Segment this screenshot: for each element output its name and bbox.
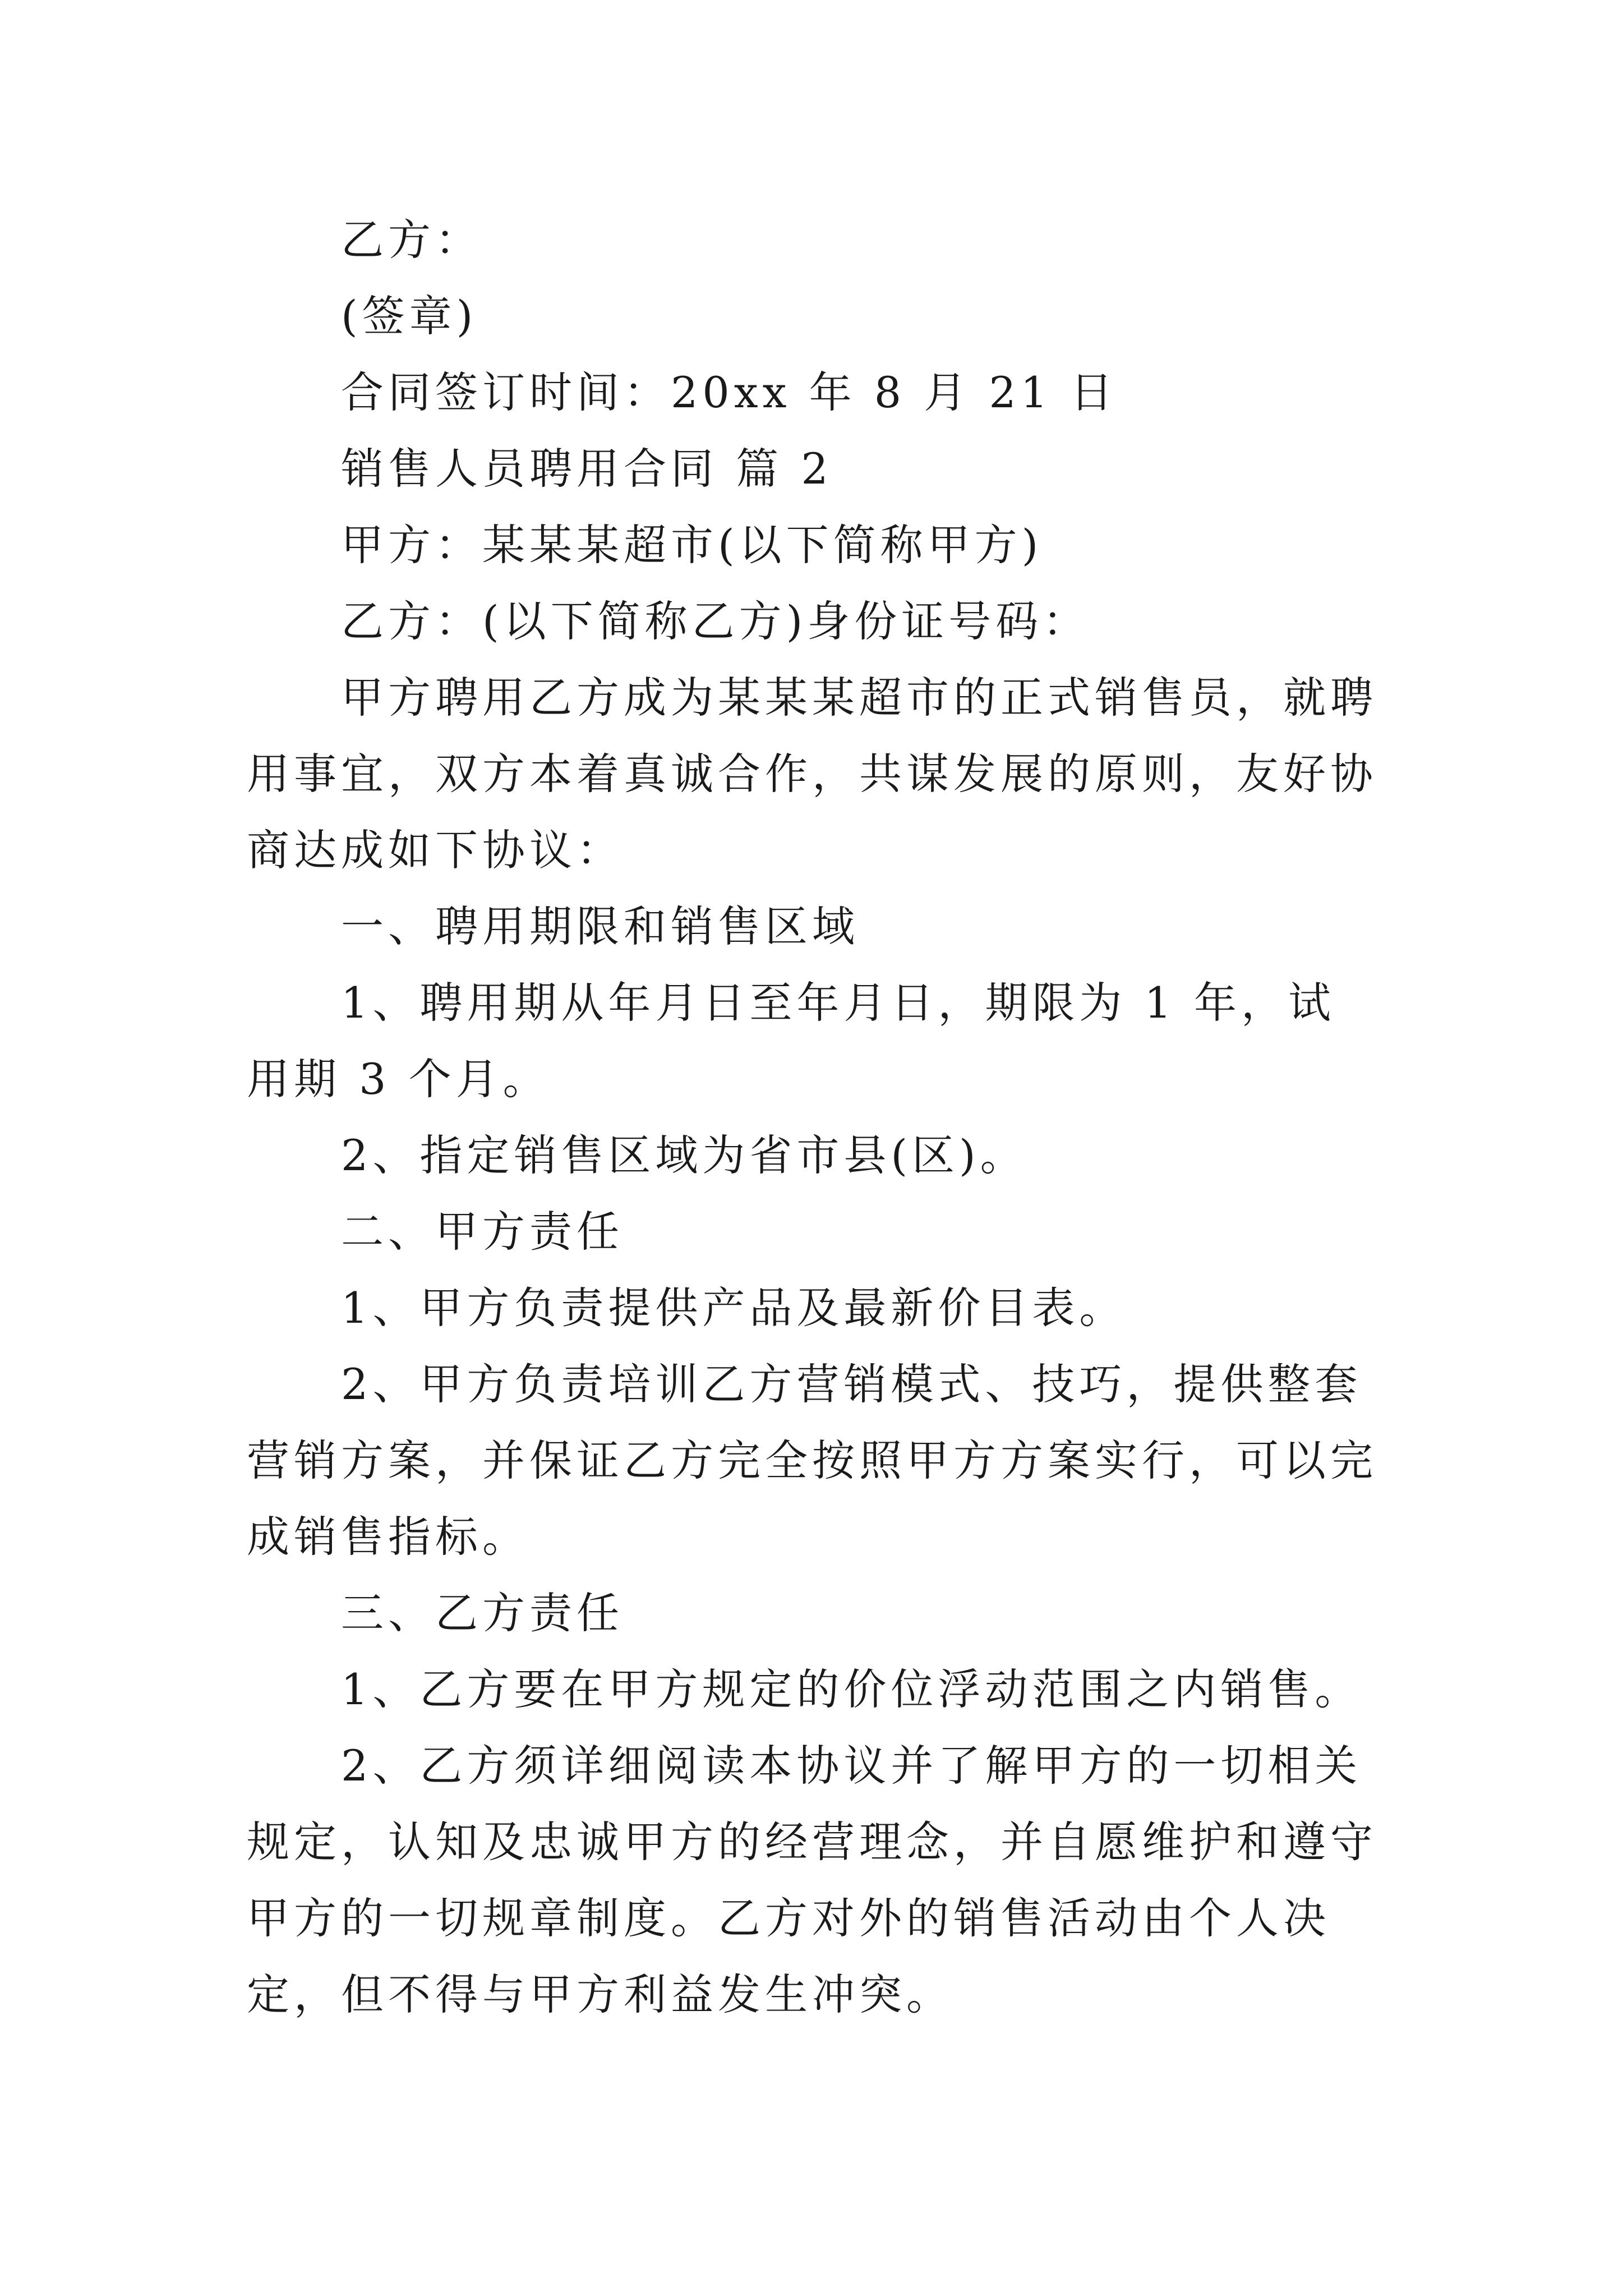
clause-region: 2、指定销售区域为省市县(区)。 bbox=[341, 1130, 1027, 1180]
clause-party-b-1: 1、乙方要在甲方规定的价位浮动范围之内销售。 bbox=[341, 1664, 1362, 1714]
paragraph-party-b-id: 乙方：(以下简称乙方)身份证号码： bbox=[341, 596, 1090, 646]
section-title: 销售人员聘用合同 篇 2 bbox=[341, 444, 833, 494]
clause-party-a-2: 2、甲方负责培训乙方营销模式、技巧，提供整套营销方案，并保证乙方完全按照甲方方案实行，可以完成销售指标。 bbox=[247, 1359, 1377, 1562]
heading-term-and-region: 一、聘用期限和销售区域 bbox=[341, 901, 859, 951]
heading-party-a-duties: 二、甲方责任 bbox=[341, 1207, 624, 1257]
clause-party-a-1: 1、甲方负责提供产品及最新价目表。 bbox=[341, 1283, 1127, 1333]
heading-party-b-duties: 三、乙方责任 bbox=[341, 1588, 624, 1638]
clause-term: 1、聘用期从年月日至年月日，期限为 1 年，试用期 3 个月。 bbox=[247, 978, 1336, 1104]
document-body bbox=[247, 202, 1380, 2033]
paragraph-party-a: 甲方：某某某超市(以下简称甲方) bbox=[341, 520, 1043, 570]
clause-party-b-2: 2、乙方须详细阅读本协议并了解甲方的一切相关规定，认知及忠诚甲方的经营理念，并自愿维护和遵守甲方的一切规章制度。乙方对外的销售活动由个人决定，但不得与甲方利益发生冲突。 bbox=[247, 1741, 1377, 2019]
paragraph-signature-seal: (签章) bbox=[341, 291, 478, 341]
paragraph-preamble: 甲方聘用乙方成为某某某超市的正式销售员，就聘用事宜，双方本着真诚合作，共谋发展的原则，友好协商达成如下协议： bbox=[247, 673, 1377, 875]
paragraph-signing-date: 合同签订时间：20xx 年 8 月 21 日 bbox=[341, 367, 1118, 417]
paragraph-party-b: 乙方： bbox=[341, 215, 482, 265]
